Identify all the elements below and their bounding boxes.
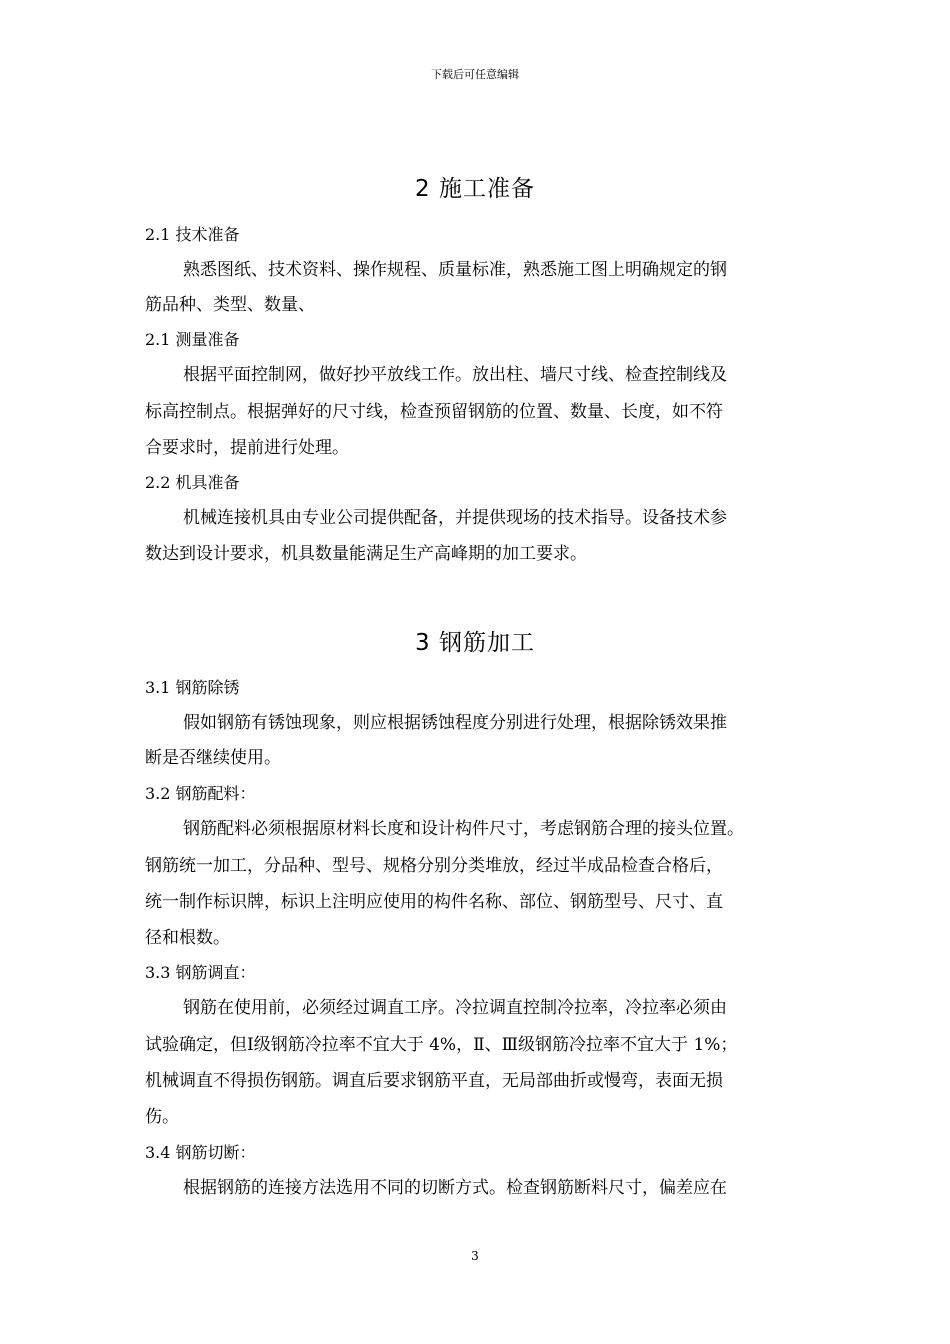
paragraph-line: 根据平面控制网，做好抄平放线工作。放出柱、墙尺寸线、检查控制线及 xyxy=(183,365,727,385)
paragraph-line: 根据钢筋的连接方法选用不同的切断方式。检查钢筋断料尺寸，偏差应在 xyxy=(183,1178,727,1198)
paragraph-line: 假如钢筋有锈蚀现象，则应根据锈蚀程度分别进行处理，根据除锈效果推 xyxy=(183,713,727,733)
paragraph-line: 数达到设计要求，机具数量能满足生产高峰期的加工要求。 xyxy=(145,544,587,564)
section-heading: 2 施工准备 xyxy=(415,176,535,202)
paragraph-line: 标高控制点。根据弹好的尺寸线，检查预留钢筋的位置、数量、长度，如不符 xyxy=(145,402,723,422)
paragraph-line: 伤。 xyxy=(145,1107,179,1127)
paragraph-line: 统一制作标识牌，标识上注明应使用的构件名称、部位、钢筋型号、尺寸、直 xyxy=(145,892,723,912)
paragraph-line: 机械连接机具由专业公司提供配备，并提供现场的技术指导。设备技术参 xyxy=(183,508,727,528)
header-note: 下载后可任意编辑 xyxy=(431,68,519,81)
paragraph-line: 合要求时，提前进行处理。 xyxy=(145,438,349,458)
subsection-title: 2.1 技术准备 xyxy=(145,225,240,244)
subsection-title: 3.1 钢筋除锈 xyxy=(145,678,240,697)
subsection-title: 2.1 测量准备 xyxy=(145,330,240,349)
paragraph-line: 钢筋配料必须根据原材料长度和设计构件尺寸，考虑钢筋合理的接头位置。 xyxy=(183,819,744,839)
page-number: 3 xyxy=(471,1249,479,1263)
paragraph-line: 钢筋在使用前，必须经过调直工序。冷拉调直控制冷拉率，冷拉率必须由 xyxy=(183,998,727,1018)
paragraph-line: 试验确定，但Ⅰ级钢筋冷拉率不宜大于 4%，Ⅱ、Ⅲ级钢筋冷拉率不宜大于 1%； xyxy=(145,1035,738,1055)
paragraph-line: 断是否继续使用。 xyxy=(145,748,281,768)
subsection-title: 3.4 钢筋切断： xyxy=(145,1143,256,1162)
paragraph-line: 钢筋统一加工，分品种、型号、规格分别分类堆放，经过半成品检查合格后， xyxy=(145,856,723,876)
paragraph-line: 机械调直不得损伤钢筋。调直后要求钢筋平直，无局部曲折或慢弯，表面无损 xyxy=(145,1071,723,1091)
paragraph-line: 筋品种、类型、数量、 xyxy=(145,295,315,315)
subsection-title: 3.2 钢筋配料： xyxy=(145,784,256,803)
subsection-title: 2.2 机具准备 xyxy=(145,473,240,492)
paragraph-line: 熟悉图纸、技术资料、操作规程、质量标准，熟悉施工图上明确规定的钢 xyxy=(183,260,727,280)
section-heading: 3 钢筋加工 xyxy=(415,630,535,656)
subsection-title: 3.3 钢筋调直： xyxy=(145,963,256,982)
paragraph-line: 径和根数。 xyxy=(145,928,230,948)
